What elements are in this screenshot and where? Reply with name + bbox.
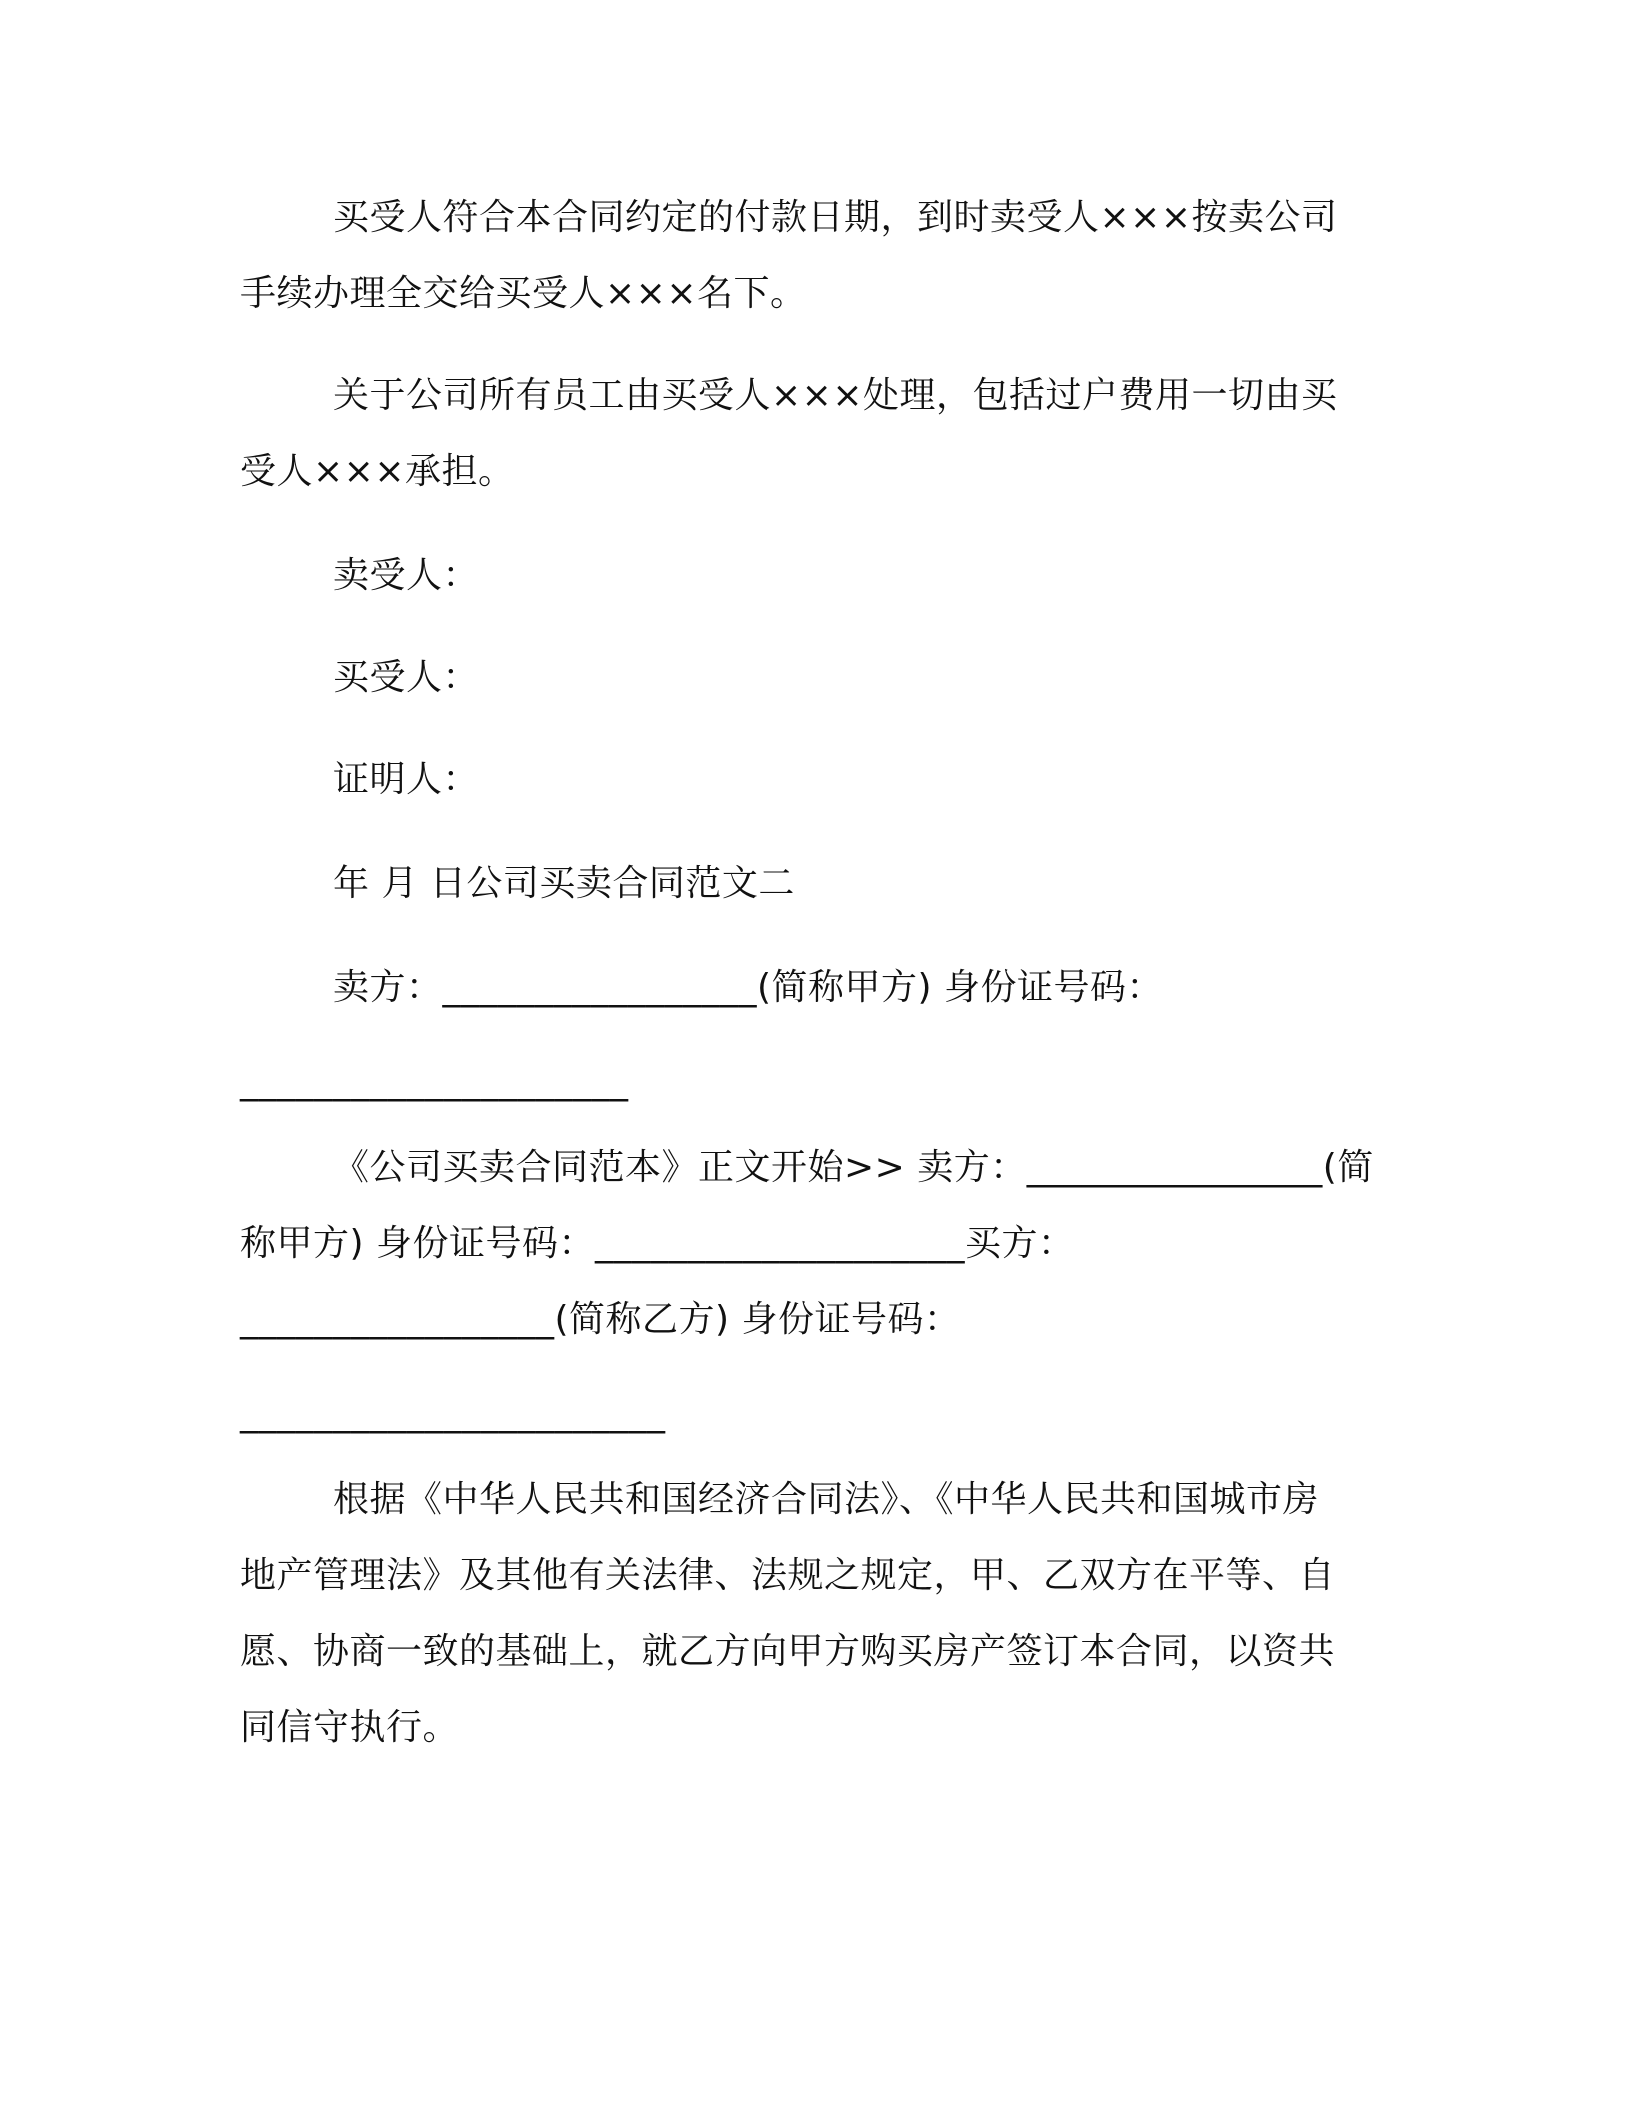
- basis-paragraph-line-3: 愿、协商一致的基础上，就乙方向甲方购买房产签订本合同，以资共: [240, 1631, 1336, 1672]
- paragraph-payment-line-1: 买受人符合本合同约定的付款日期，到时卖受人×××按卖公司: [333, 197, 1338, 238]
- seller-signature-label: 卖受人：: [333, 555, 480, 596]
- intro-line-4: _______________________: [240, 1393, 666, 1434]
- date-and-title-line: 年 月 日公司买卖合同范文二: [333, 863, 795, 904]
- basis-paragraph-line-1: 根据《中华人民共和国经济合同法》、《中华人民共和国城市房: [333, 1479, 1320, 1520]
- intro-line-1: 《公司买卖合同范本》正文开始>> 卖方：________________(简: [333, 1147, 1374, 1188]
- seller-info-line-1: 卖方：_________________(简称甲方) 身份证号码：: [333, 967, 1164, 1008]
- intro-line-3: _________________(简称乙方) 身份证号码：: [240, 1299, 961, 1340]
- seller-info-line-2: _____________________: [240, 1061, 629, 1102]
- paragraph-employees-line-2: 受人×××承担。: [240, 451, 515, 492]
- witness-signature-label: 证明人：: [333, 759, 480, 800]
- basis-paragraph-line-4: 同信守执行。: [240, 1707, 460, 1748]
- paragraph-employees-line-1: 关于公司所有员工由买受人×××处理，包括过户费用一切由买: [333, 375, 1338, 416]
- buyer-signature-label: 买受人：: [333, 657, 480, 698]
- paragraph-payment-line-2: 手续办理全交给买受人×××名下。: [240, 273, 807, 314]
- basis-paragraph-line-2: 地产管理法》及其他有关法律、法规之规定，甲、乙双方在平等、自: [240, 1555, 1336, 1596]
- intro-line-2: 称甲方) 身份证号码：____________________买方：: [240, 1223, 1075, 1264]
